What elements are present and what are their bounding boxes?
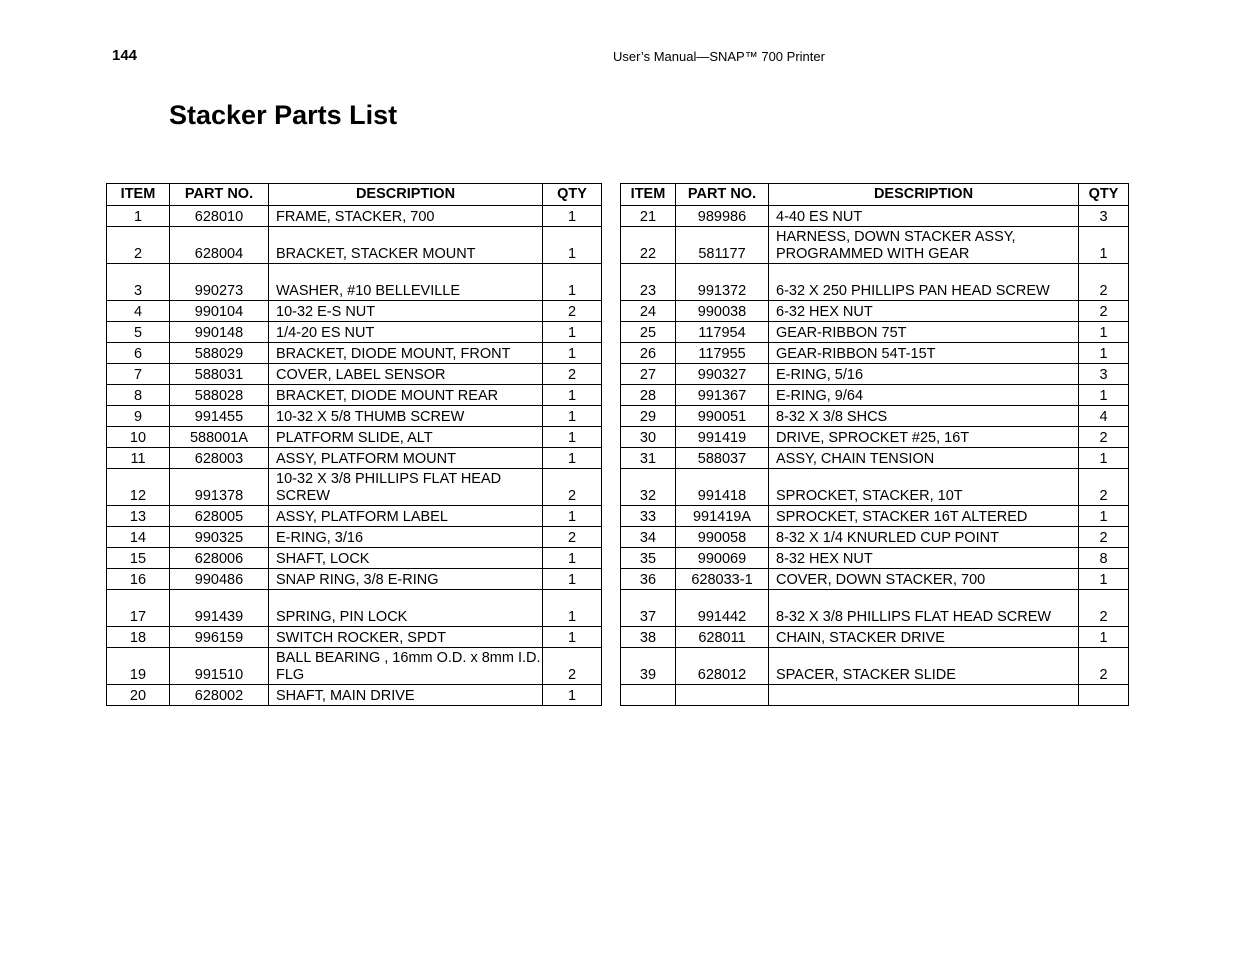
table-row: [107, 264, 602, 301]
cell-part-no: 990058: [676, 527, 769, 548]
cell-qty: 1: [543, 227, 602, 264]
cell-description: SPROCKET, STACKER 16T ALTERED: [769, 506, 1079, 527]
cell-part-no: 990273: [170, 264, 269, 301]
table-row: [107, 427, 602, 448]
cell-item: 14: [107, 527, 170, 548]
cell-description: COVER, DOWN STACKER, 700: [769, 569, 1079, 590]
table-row: [621, 206, 1129, 227]
cell-qty: 2: [1079, 590, 1129, 627]
column-header-qty: QTY: [543, 184, 602, 206]
cell-description: 4-40 ES NUT: [769, 206, 1079, 227]
column-header-item: ITEM: [107, 184, 170, 206]
cell-description: E-RING, 3/16: [269, 527, 543, 548]
cell-item: 31: [621, 448, 676, 469]
cell-item: 17: [107, 590, 170, 627]
table-row: [107, 322, 602, 343]
cell-item: 15: [107, 548, 170, 569]
cell-part-no: 628011: [676, 627, 769, 648]
cell-qty: 1: [543, 506, 602, 527]
table-row: [621, 343, 1129, 364]
cell-part-no: 991419: [676, 427, 769, 448]
cell-description: BALL BEARING , 16mm O.D. x 8mm I.D. FLG: [269, 648, 543, 685]
cell-item: 33: [621, 506, 676, 527]
cell-item: 28: [621, 385, 676, 406]
cell-description: FRAME, STACKER, 700: [269, 206, 543, 227]
cell-part-no: 588031: [170, 364, 269, 385]
cell-qty: 1: [543, 590, 602, 627]
cell-qty: 1: [1079, 569, 1129, 590]
cell-part-no: 117955: [676, 343, 769, 364]
cell-description: BRACKET, STACKER MOUNT: [269, 227, 543, 264]
cell-item: 13: [107, 506, 170, 527]
table-row: [621, 364, 1129, 385]
cell-item: 7: [107, 364, 170, 385]
cell-part-no: 628003: [170, 448, 269, 469]
table-row: [107, 406, 602, 427]
table-header-row: [621, 184, 1129, 206]
table-row: [107, 206, 602, 227]
cell-qty: 1: [1079, 385, 1129, 406]
cell-part-no: 991418: [676, 469, 769, 506]
cell-item: 1: [107, 206, 170, 227]
cell-part-no: 990327: [676, 364, 769, 385]
table-header-row: [107, 184, 602, 206]
table-row: [107, 301, 602, 322]
cell-item: 10: [107, 427, 170, 448]
cell-part-no: 991455: [170, 406, 269, 427]
cell-part-no: 991439: [170, 590, 269, 627]
cell-item: 2: [107, 227, 170, 264]
cell-item: 4: [107, 301, 170, 322]
column-header-part-no: PART NO.: [170, 184, 269, 206]
parts-table-left: [106, 183, 602, 706]
cell-description: 6-32 HEX NUT: [769, 301, 1079, 322]
table-row: [107, 590, 602, 627]
cell-qty: 1: [1079, 448, 1129, 469]
cell-description: BRACKET, DIODE MOUNT, FRONT: [269, 343, 543, 364]
table-row: [621, 301, 1129, 322]
cell-item: 32: [621, 469, 676, 506]
table-row: [621, 569, 1129, 590]
cell-description: 10-32 X 5/8 THUMB SCREW: [269, 406, 543, 427]
cell-item: 23: [621, 264, 676, 301]
cell-item: 21: [621, 206, 676, 227]
cell-qty: 1: [1079, 506, 1129, 527]
column-header-description: DESCRIPTION: [769, 184, 1079, 206]
cell-description: PLATFORM SLIDE, ALT: [269, 427, 543, 448]
cell-description: 8-32 X 3/8 SHCS: [769, 406, 1079, 427]
cell-qty: 1: [1079, 227, 1129, 264]
cell-part-no: 628002: [170, 685, 269, 706]
cell-description: SHAFT, LOCK: [269, 548, 543, 569]
cell-qty: 1: [543, 627, 602, 648]
table-row: [107, 343, 602, 364]
cell-description: ASSY, CHAIN TENSION: [769, 448, 1079, 469]
table-row: [107, 469, 602, 506]
cell-part-no: 989986: [676, 206, 769, 227]
cell-qty: 1: [1079, 343, 1129, 364]
table-row: [621, 590, 1129, 627]
table-row: [107, 627, 602, 648]
cell-description: SPRING, PIN LOCK: [269, 590, 543, 627]
cell-qty: 1: [543, 343, 602, 364]
cell-qty: 2: [543, 527, 602, 548]
cell-qty: 1: [543, 448, 602, 469]
cell-part-no: 628006: [170, 548, 269, 569]
cell-description: [769, 685, 1079, 706]
cell-item: 11: [107, 448, 170, 469]
cell-qty: 2: [1079, 301, 1129, 322]
cell-part-no: 990486: [170, 569, 269, 590]
cell-part-no: 991367: [676, 385, 769, 406]
table-row: [107, 648, 602, 685]
cell-description: E-RING, 9/64: [769, 385, 1079, 406]
cell-description: DRIVE, SPROCKET #25, 16T: [769, 427, 1079, 448]
table-row: [621, 506, 1129, 527]
cell-part-no: 581177: [676, 227, 769, 264]
cell-part-no: 588037: [676, 448, 769, 469]
cell-description: WASHER, #10 BELLEVILLE: [269, 264, 543, 301]
cell-qty: 2: [543, 648, 602, 685]
running-header-title: User’s Manual—SNAP™ 700 Printer: [613, 49, 825, 64]
cell-part-no: 117954: [676, 322, 769, 343]
cell-qty: 1: [543, 569, 602, 590]
cell-item: 5: [107, 322, 170, 343]
cell-description: SPACER, STACKER SLIDE: [769, 648, 1079, 685]
table-row: [107, 527, 602, 548]
cell-qty: 8: [1079, 548, 1129, 569]
cell-description: 8-32 HEX NUT: [769, 548, 1079, 569]
cell-part-no: 991372: [676, 264, 769, 301]
cell-description: 6-32 X 250 PHILLIPS PAN HEAD SCREW: [769, 264, 1079, 301]
cell-item: 16: [107, 569, 170, 590]
page-number: 144: [112, 47, 138, 64]
table-row: [621, 427, 1129, 448]
table-row: [621, 648, 1129, 685]
cell-qty: 1: [1079, 322, 1129, 343]
cell-part-no: 628010: [170, 206, 269, 227]
cell-item: 3: [107, 264, 170, 301]
cell-qty: 1: [543, 427, 602, 448]
table-row: [107, 506, 602, 527]
cell-qty: 4: [1079, 406, 1129, 427]
cell-part-no: 991442: [676, 590, 769, 627]
column-header-part-no: PART NO.: [676, 184, 769, 206]
cell-part-no: 990148: [170, 322, 269, 343]
cell-qty: 2: [1079, 427, 1129, 448]
cell-description: E-RING, 5/16: [769, 364, 1079, 385]
cell-item: 29: [621, 406, 676, 427]
cell-item: 22: [621, 227, 676, 264]
table-row: [621, 385, 1129, 406]
cell-item: 20: [107, 685, 170, 706]
table-row: [621, 548, 1129, 569]
cell-item: 27: [621, 364, 676, 385]
table-row: [621, 685, 1129, 706]
cell-description: 1/4-20 ES NUT: [269, 322, 543, 343]
cell-part-no: 991419A: [676, 506, 769, 527]
cell-qty: 3: [1079, 206, 1129, 227]
cell-item: 19: [107, 648, 170, 685]
cell-description: SHAFT, MAIN DRIVE: [269, 685, 543, 706]
table-row: [107, 448, 602, 469]
cell-item: 34: [621, 527, 676, 548]
cell-description: GEAR-RIBBON 75T: [769, 322, 1079, 343]
cell-description: 8-32 X 1/4 KNURLED CUP POINT: [769, 527, 1079, 548]
cell-item: 18: [107, 627, 170, 648]
table-row: [107, 685, 602, 706]
cell-part-no: 628004: [170, 227, 269, 264]
cell-item: 35: [621, 548, 676, 569]
cell-part-no: 991378: [170, 469, 269, 506]
cell-description: CHAIN, STACKER DRIVE: [769, 627, 1079, 648]
cell-description: ASSY, PLATFORM LABEL: [269, 506, 543, 527]
cell-description: ASSY, PLATFORM MOUNT: [269, 448, 543, 469]
cell-item: 12: [107, 469, 170, 506]
column-header-description: DESCRIPTION: [269, 184, 543, 206]
table-row: [107, 364, 602, 385]
cell-item: 38: [621, 627, 676, 648]
cell-description: 10-32 E-S NUT: [269, 301, 543, 322]
cell-item: 24: [621, 301, 676, 322]
cell-description: HARNESS, DOWN STACKER ASSY, PROGRAMMED WITH GEAR: [769, 227, 1079, 264]
cell-qty: 2: [1079, 648, 1129, 685]
table-row: [621, 322, 1129, 343]
table-row: [107, 548, 602, 569]
table-row: [621, 527, 1129, 548]
cell-item: 25: [621, 322, 676, 343]
table-row: [621, 448, 1129, 469]
cell-qty: 1: [543, 322, 602, 343]
cell-description: COVER, LABEL SENSOR: [269, 364, 543, 385]
cell-description: GEAR-RIBBON 54T-15T: [769, 343, 1079, 364]
cell-part-no: 588001A: [170, 427, 269, 448]
cell-description: 10-32 X 3/8 PHILLIPS FLAT HEAD SCREW: [269, 469, 543, 506]
cell-description: SWITCH ROCKER, SPDT: [269, 627, 543, 648]
cell-qty: 1: [543, 264, 602, 301]
table-row: [621, 469, 1129, 506]
cell-part-no: 588029: [170, 343, 269, 364]
column-header-item: ITEM: [621, 184, 676, 206]
cell-description: SPROCKET, STACKER, 10T: [769, 469, 1079, 506]
cell-description: 8-32 X 3/8 PHILLIPS FLAT HEAD SCREW: [769, 590, 1079, 627]
table-row: [621, 227, 1129, 264]
table-row: [621, 264, 1129, 301]
cell-qty: 2: [1079, 527, 1129, 548]
cell-part-no: 990104: [170, 301, 269, 322]
table-row: [107, 569, 602, 590]
cell-part-no: 628012: [676, 648, 769, 685]
cell-qty: 2: [543, 301, 602, 322]
cell-item: 9: [107, 406, 170, 427]
cell-part-no: 628033-1: [676, 569, 769, 590]
cell-part-no: 996159: [170, 627, 269, 648]
cell-qty: 2: [1079, 469, 1129, 506]
cell-item: 36: [621, 569, 676, 590]
parts-table-right: [620, 183, 1129, 706]
section-title: Stacker Parts List: [169, 100, 398, 130]
cell-qty: 1: [543, 206, 602, 227]
cell-qty: 3: [1079, 364, 1129, 385]
cell-part-no: 990325: [170, 527, 269, 548]
cell-qty: 1: [543, 685, 602, 706]
cell-item: 39: [621, 648, 676, 685]
cell-qty: 1: [1079, 627, 1129, 648]
cell-qty: 1: [543, 385, 602, 406]
cell-part-no: [676, 685, 769, 706]
cell-qty: 1: [543, 406, 602, 427]
cell-part-no: 990069: [676, 548, 769, 569]
cell-item: 26: [621, 343, 676, 364]
table-row: [107, 227, 602, 264]
cell-part-no: 991510: [170, 648, 269, 685]
cell-qty: 2: [1079, 264, 1129, 301]
column-header-qty: QTY: [1079, 184, 1129, 206]
cell-item: [621, 685, 676, 706]
cell-item: 37: [621, 590, 676, 627]
cell-part-no: 990038: [676, 301, 769, 322]
cell-qty: 2: [543, 364, 602, 385]
cell-part-no: 628005: [170, 506, 269, 527]
cell-item: 6: [107, 343, 170, 364]
table-row: [621, 627, 1129, 648]
cell-item: 30: [621, 427, 676, 448]
table-row: [621, 406, 1129, 427]
table-row: [107, 385, 602, 406]
cell-part-no: 990051: [676, 406, 769, 427]
cell-description: BRACKET, DIODE MOUNT REAR: [269, 385, 543, 406]
cell-part-no: 588028: [170, 385, 269, 406]
cell-qty: 2: [543, 469, 602, 506]
cell-description: SNAP RING, 3/8 E-RING: [269, 569, 543, 590]
cell-item: 8: [107, 385, 170, 406]
cell-qty: [1079, 685, 1129, 706]
cell-qty: 1: [543, 548, 602, 569]
